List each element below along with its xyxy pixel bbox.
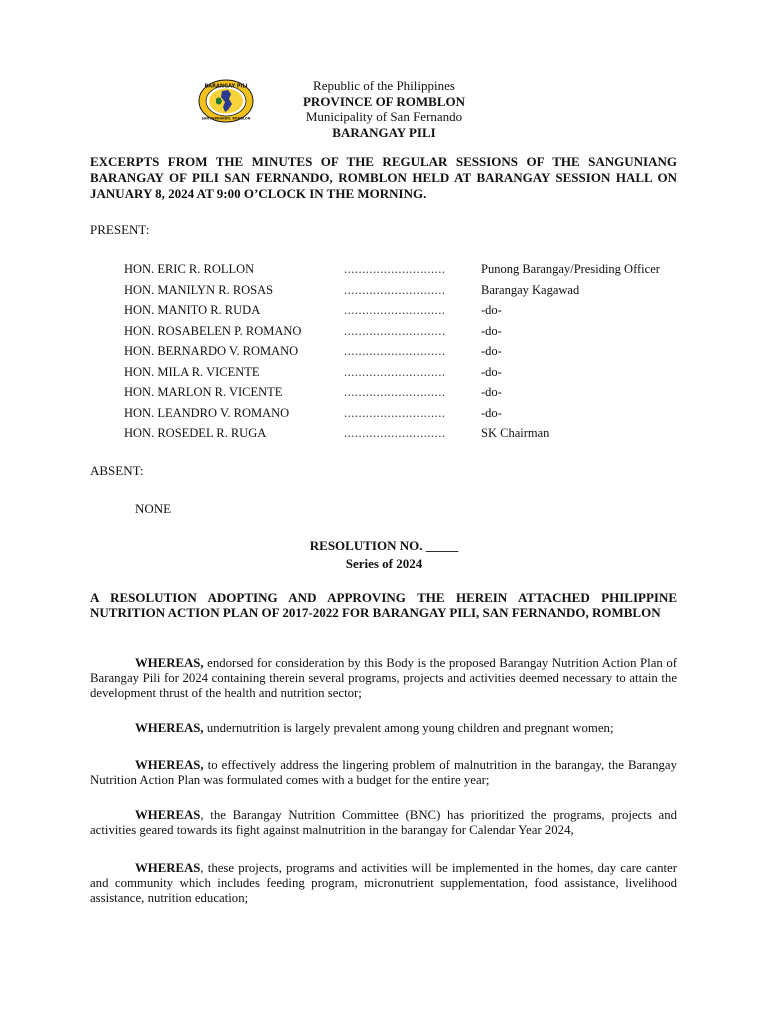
member-position: -do- [481, 323, 502, 338]
member-name: HON. ERIC R. ROLLON [124, 262, 255, 276]
leader-dots: ............................ [344, 282, 446, 297]
whereas-clause [90, 721, 677, 736]
leader-dots: ............................ [344, 323, 446, 338]
header-province: PROVINCE OF ROMBLON [302, 93, 466, 109]
header-republic: Republic of the Philippines [313, 78, 455, 93]
leader-dots: ............................ [344, 303, 446, 317]
member-position: Punong Barangay/Presiding Officer [481, 262, 660, 276]
resolution-series: Series of 2024 [345, 556, 423, 571]
member-position: -do- [481, 344, 502, 358]
member-name: HON. MARLON R. VICENTE [124, 385, 283, 399]
member-row [124, 303, 704, 324]
whereas-lead: WHEREAS, [135, 721, 204, 735]
member-name: HON. ROSABELEN P. ROMANO [124, 323, 302, 338]
whereas-text: endorsed for consideration by this Body is the proposed Barangay Nutrition Action Plan of Barangay Pili for 2024 containing therein several programs, projects and activities deemed necessary to attain the development thrust of the health and nutrition sector; [90, 656, 677, 700]
resolution-title: A RESOLUTION ADOPTING AND APPROVING THE HEREIN ATTACHED PHILIPPINE NUTRITION ACTION PLAN OF 2017-2022 FOR BARANGAY PILI, SAN FERNANDO, ROMBLON [90, 590, 677, 620]
member-row [124, 406, 704, 427]
resolution-number: RESOLUTION NO. _____ [309, 538, 459, 553]
whereas-text: to effectively address the lingering problem of malnutrition in the barangay, the Barangay Nutrition Action Plan was formulated comes with a budget for the entire year; [90, 758, 677, 787]
member-position: SK Chairman [481, 426, 550, 440]
member-row [124, 426, 704, 447]
seal-bottom-text: SAN FERNANDO, ROMBLON [201, 116, 251, 121]
member-name: HON. MANITO R. RUDA [124, 303, 261, 317]
leader-dots: ............................ [344, 426, 446, 440]
whereas-clause [90, 656, 677, 700]
member-row [124, 365, 704, 386]
whereas-lead: WHEREAS, [135, 656, 204, 670]
present-label: PRESENT: [90, 222, 150, 237]
whereas-text: , the Barangay Nutrition Committee (BNC) has prioritized the programs, projects and activities geared towards its fight against malnutrition in the barangay for Calendar Year 2024, [90, 808, 677, 837]
whereas-clause [90, 861, 677, 905]
whereas-lead: WHEREAS [135, 861, 201, 875]
seal-top-text: BARANGAY PILI [204, 83, 248, 90]
member-position: -do- [481, 405, 502, 420]
header-barangay: BARANGAY PILI [332, 124, 436, 140]
member-name: HON. LEANDRO V. ROMANO [124, 405, 290, 420]
member-row [124, 385, 704, 406]
member-position: -do- [481, 303, 502, 317]
member-name: HON. MILA R. VICENTE [124, 364, 260, 379]
whereas-clause [90, 758, 677, 788]
members-list [124, 262, 704, 447]
whereas-lead: WHEREAS [135, 808, 201, 822]
absent-value: NONE [135, 501, 172, 516]
member-row [124, 262, 704, 283]
whereas-clause [90, 808, 677, 838]
leader-dots: ............................ [344, 364, 446, 379]
whereas-text: undernutrition is largely prevalent among young children and pregnant women; [203, 721, 614, 735]
member-position: Barangay Kagawad [481, 282, 580, 297]
member-position: -do- [481, 364, 502, 379]
member-name: HON. ROSEDEL R. RUGA [124, 426, 267, 440]
whereas-lead: WHEREAS, [135, 758, 204, 772]
leader-dots: ............................ [344, 344, 446, 358]
member-position: -do- [481, 385, 502, 399]
leader-dots: ............................ [344, 385, 446, 399]
member-row [124, 283, 704, 304]
member-row [124, 344, 704, 365]
absent-label: ABSENT: [90, 463, 144, 478]
document-header [0, 78, 768, 140]
whereas-text: , these projects, programs and activities will be implemented in the homes, day care canter and community which includes feeding program, micronutrient supplementation, food assistance, livelihood assistance, nutrition education; [90, 861, 677, 905]
member-name: HON. BERNARDO V. ROMANO [124, 344, 299, 358]
member-name: HON. MANILYN R. ROSAS [124, 282, 274, 297]
leader-dots: ............................ [344, 405, 446, 420]
leader-dots: ............................ [344, 262, 446, 276]
resolution-heading [0, 537, 768, 573]
member-row [124, 324, 704, 345]
minutes-title: EXCERPTS FROM THE MINUTES OF THE REGULAR SESSIONS OF THE SANGUNIANG BARANGAY OF PILI SAN FERNANDO, ROMBLON HELD AT BARANGAY SESSION HALL ON JANUARY 8, 2024 AT 9:00 O’CLOCK IN THE MORNING. [90, 154, 677, 201]
header-municipality: Municipality of San Fernando [305, 109, 463, 124]
